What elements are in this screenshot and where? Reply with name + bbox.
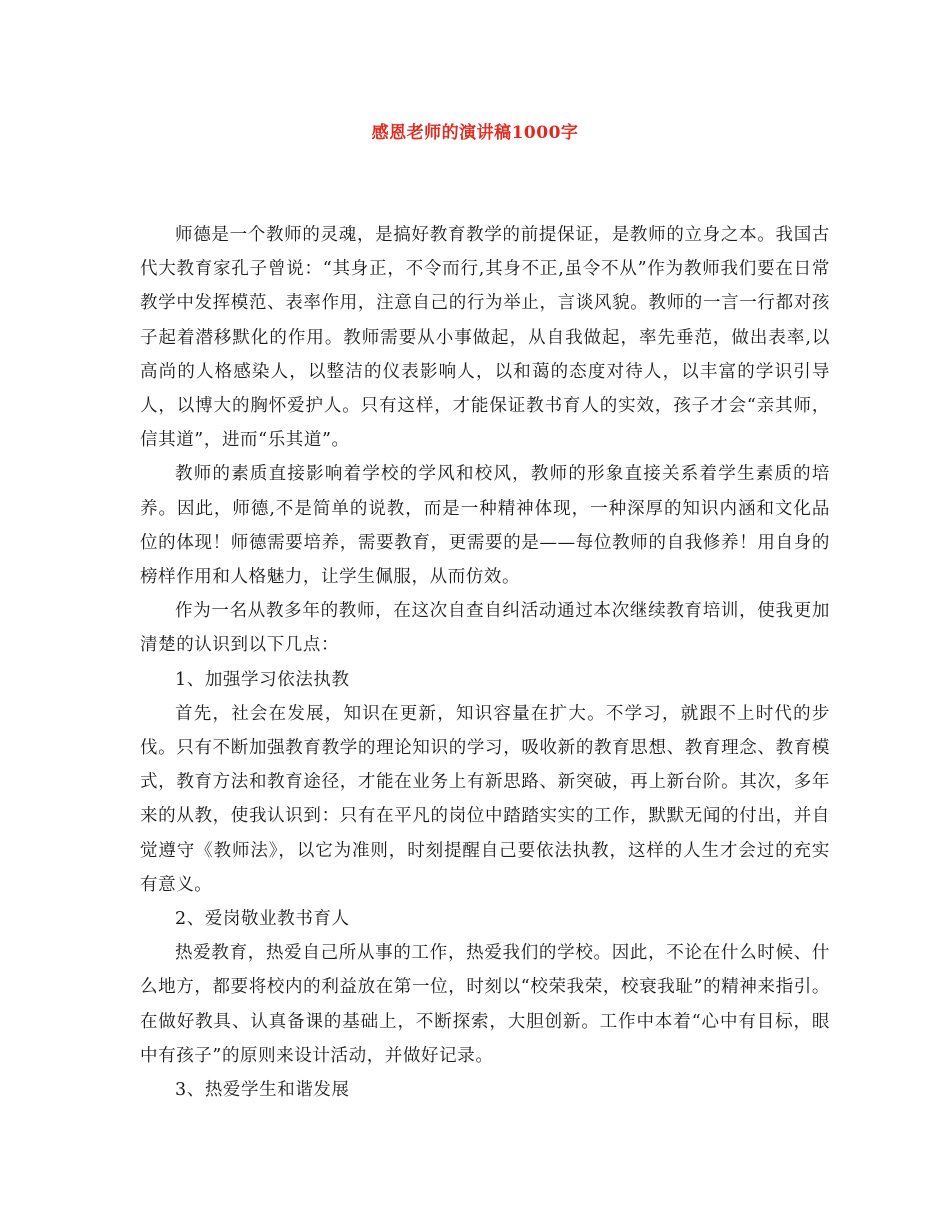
section-heading-1: 1、加强学习依法执教 <box>175 669 350 690</box>
section-heading-2: 2、爱岗敬业教书育人 <box>175 909 350 930</box>
page-title: 感恩老师的演讲稿1000字 <box>371 123 579 143</box>
section-heading-3: 3、热爱学生和谐发展 <box>175 1080 350 1101</box>
paragraph-4: 首先，社会在发展，知识在更新，知识容量在扩大。不学习，就跟不上时代的步伐。只有不断加强教育教学的理论知识的学习，吸收新的教育思想、教育理念、教育模式，教育方法和教育途径，才能在业务上有新思路、新突破，再上新台阶。其次，多年来的从教，使我认识到：只有在平凡的岗位中踏踏实实的工作，默默无闻的付出，并自觉遵守《教师法》，以它为准则，时刻提醒自己要依法执教，这样的人生才会过的充实有意义。 <box>140 703 830 895</box>
paragraph-5: 热爱教育，热爱自己所从事的工作，热爱我们的学校。因此，不论在什么时候、什么地方，都要将校内的利益放在第一位，时刻以“校荣我荣，校衰我耻”的精神来指引。在做好教具、认真备课的基础上，不断探索，大胆创新。工作中本着“心中有目标，眼中有孩子”的原则来设计活动，并做好记录。 <box>140 943 830 1066</box>
document-body <box>140 218 830 1107</box>
paragraph-2: 教师的素质直接影响着学校的学风和校风，教师的形象直接关系着学生素质的培养。因此，师德,不是简单的说教，而是一种精神体现，一种深厚的知识内涵和文化品位的体现！师德需要培养，需要教育，更需要的是——每位教师的自我修养！用自身的榜样作用和人格魅力，让学生佩服，从而仿效。 <box>140 464 830 588</box>
paragraph-3: 作为一名从教多年的教师，在这次自查自纠活动通过本次继续教育培训，使我更加清楚的认识到以下几点： <box>140 601 830 656</box>
paragraph-1: 师德是一个教师的灵魂，是搞好教育教学的前提保证，是教师的立身之本。我国古代大教育家孔子曾说：“其身正，不令而行,其身不正,虽令不从”作为教师我们要在日常教学中发挥模范、表率作用，注意自己的行为举止，言谈风貌。教师的一言一行都对孩子起着潜移默化的作用。教师需要从小事做起，从自我做起，率先垂范，做出表率,以高尚的人格感染人，以整洁的仪表影响人，以和蔼的态度对待人，以丰富的学识引导人，以博大的胸怀爱护人。只有这样，才能保证教书育人的实效，孩子才会“亲其师，信其道”，进而“乐其道”。 <box>140 225 830 451</box>
